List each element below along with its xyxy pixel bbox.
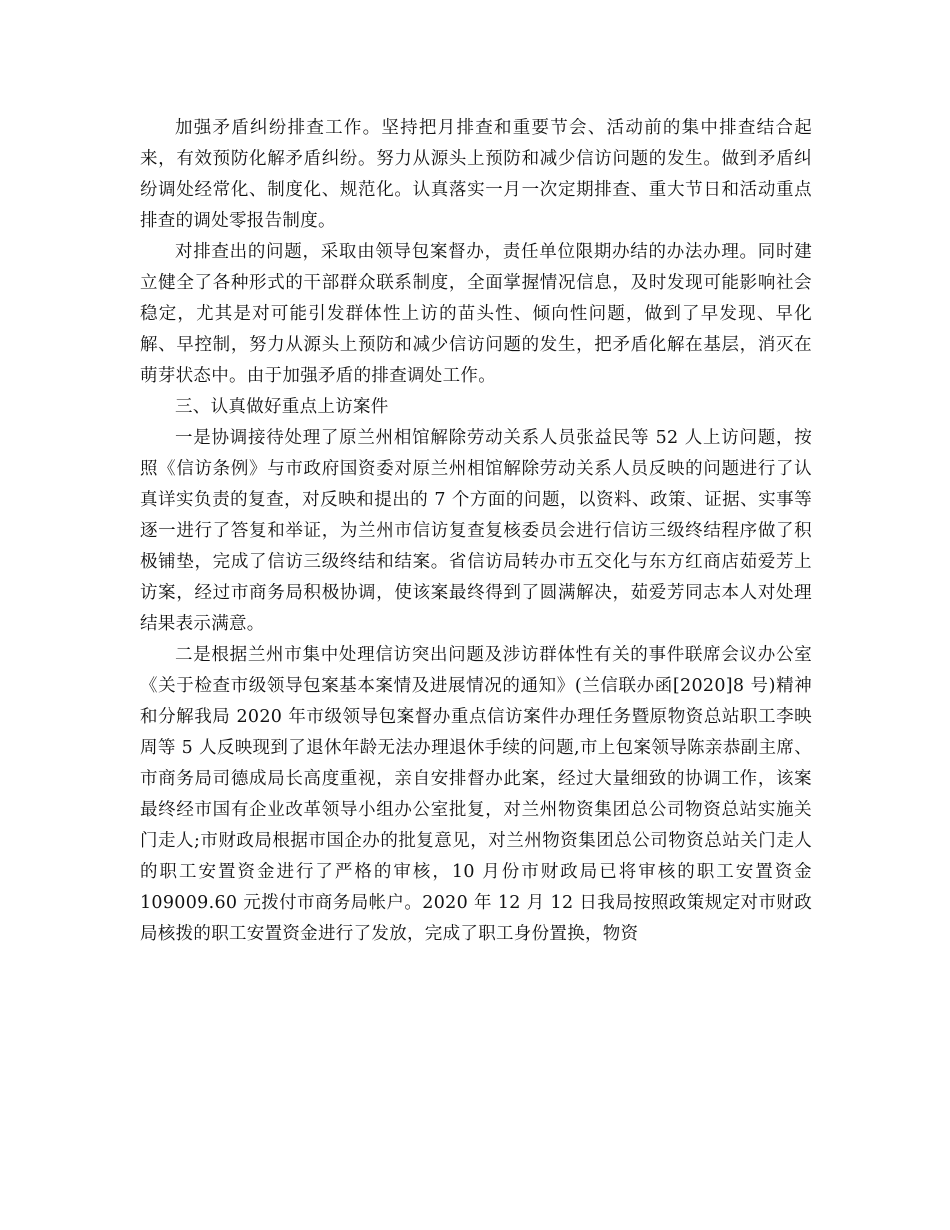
paragraph-case-two: 二是根据兰州市集中处理信访突出问题及涉访群体性有关的事件联席会议办公室《关于检查市级领导包案基本案情及进展情况的通知》(兰信联办函[2020]8 号)精神和分解我局 2020 年市级领导包案督办重点信访案件办理任务暨原物资总站职工李映周等 5 人反映现到了退休年龄无法办理退休手续的问题,市上包案领导陈亲恭副主席、市商务局司德成局长高度重视，亲自安排督办此案，经过大量细致的协调工作，该案最终经市国有企业改革领导小组办公室批复，对兰州物资集团总公司物资总站实施关门走人;市财政局根据市国企办的批复意见，对兰州物资集团总公司物资总站关门走人的职工安置资金进行了严格的审核，10 月份市财政局已将审核的职工安置资金 109009.60 元拨付市商务局帐户。2020 年 12 月 12 日我局按照政策规定对市财政局核拨的职工安置资金进行了发放，完成了职工身份置换，物资 [140,645,812,944]
paragraph-dispute-screening: 加强矛盾纠纷排查工作。坚持把月排查和重要节会、活动前的集中排查结合起来，有效预防化解矛盾纠纷。努力从源头上预防和减少信访问题的发生。做到矛盾纠纷调处经常化、制度化、规范化。认真落实一月一次定期排查、重大节日和活动重点排查的调处零报告制度。 [140,118,812,231]
document-body [140,113,812,950]
section-heading-key-petition-cases: 三、认真做好重点上访案件 [175,397,389,417]
paragraph-case-one: 一是协调接待处理了原兰州相馆解除劳动关系人员张益民等 52 人上访问题，按照《信访条例》与市政府国资委对原兰州相馆解除劳动关系人员反映的问题进行了认真详实负责的复查，对反映和提出的 7 个方面的问题，以资料、政策、证据、实事等逐一进行了答复和举证，为兰州市信访复查复核委员会进行信访三级终结程序做了积极铺垫，完成了信访三级终结和结案。省信访局转办市五交化与东方红商店茹爱芳上访案，经过市商务局积极协调，使该案最终得到了圆满解决，茹爱芳同志本人对处理结果表示满意。 [140,428,812,634]
paragraph-leader-supervision: 对排查出的问题，采取由领导包案督办，责任单位限期办结的办法办理。同时建立健全了各种形式的干部群众联系制度，全面掌握情况信息，及时发现可能影响社会稳定，尤其是对可能引发群体性上访的苗头性、倾向性问题，做到了早发现、早化解、早控制，努力从源头上预防和减少信访问题的发生，把矛盾化解在基层，消灭在萌芽状态中。由于加强矛盾的排查调处工作。 [140,242,812,386]
